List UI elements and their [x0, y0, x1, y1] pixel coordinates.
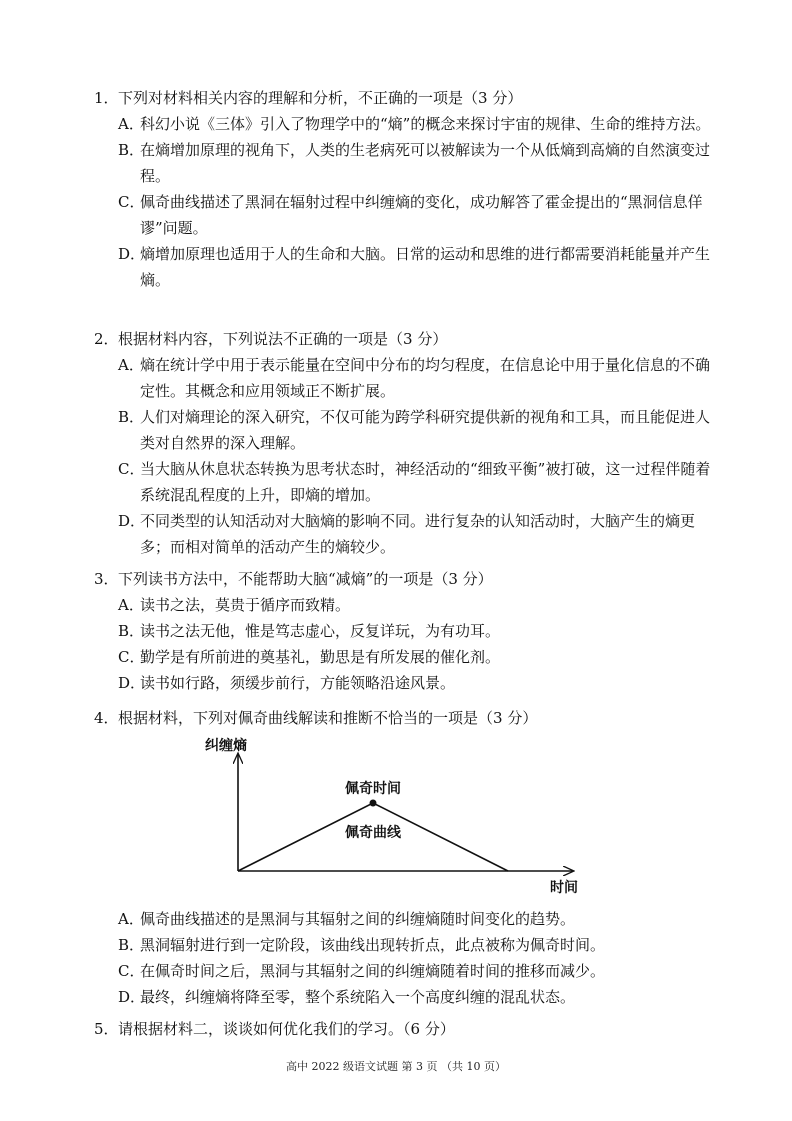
question-stem — [94, 566, 724, 592]
option-label: B． — [118, 408, 145, 426]
question-text: 请根据材料二，谈谈如何优化我们的学习。（6 分） — [118, 1020, 455, 1038]
question-text: 根据材料，下列对佩奇曲线解读和推断不恰当的一项是（3 分） — [118, 709, 538, 727]
option-a — [94, 352, 724, 404]
option-c — [94, 189, 724, 241]
option-text: 佩奇曲线描述的是黑洞与其辐射之间的纠缠熵随时间变化的趋势。 — [140, 910, 576, 928]
option-text: 黑洞辐射进行到一定阶段，该曲线出现转折点，此点被称为佩奇时间。 — [140, 936, 606, 954]
option-label: D． — [118, 245, 146, 263]
question-4-options — [94, 906, 724, 1010]
option-label: A． — [118, 115, 144, 133]
option-c — [94, 958, 724, 984]
option-label: A． — [118, 910, 144, 928]
option-a — [94, 592, 724, 618]
option-label: C． — [118, 962, 145, 980]
question-stem — [94, 326, 724, 352]
question-number: 2． — [94, 330, 119, 348]
question-stem — [94, 85, 724, 111]
option-label: D． — [118, 674, 146, 692]
question-1 — [94, 85, 724, 293]
option-text: 人们对熵理论的深入研究，不仅可能为跨学科研究提供新的视角和工具，而且能促进人类对自然界的深入理解。 — [140, 408, 711, 452]
question-number: 4． — [94, 709, 119, 727]
page-time-point — [370, 800, 377, 807]
option-text: 在佩奇时间之后，黑洞与其辐射之间的纠缠熵随着时间的推移而减少。 — [140, 962, 606, 980]
option-label: C． — [118, 193, 145, 211]
option-d — [94, 241, 724, 293]
option-label: B． — [118, 936, 145, 954]
option-text: 在熵增加原理的视角下，人类的生老病死可以被解读为一个从低熵到高熵的自然演变过程。 — [140, 141, 711, 185]
option-text: 当大脑从休息状态转换为思考状态时，神经活动的“细致平衡”被打破，这一过程伴随着系统混乱程度的上升，即熵的增加。 — [140, 460, 711, 504]
option-text: 佩奇曲线描述了黑洞在辐射过程中纠缠熵的变化，成功解答了霍金提出的“黑洞信息佯谬”问题。 — [140, 193, 703, 237]
question-5 — [94, 1016, 724, 1042]
option-label: C． — [118, 460, 145, 478]
option-d — [94, 670, 724, 696]
y-axis-label: 纠缠熵 — [205, 738, 247, 754]
question-number: 5． — [94, 1020, 119, 1038]
option-label: A． — [118, 356, 144, 374]
question-text: 下列对材料相关内容的理解和分析，不正确的一项是（3 分） — [118, 89, 523, 107]
option-text: 不同类型的认知活动对大脑熵的影响不同。进行复杂的认知活动时，大脑产生的熵更多；而相对简单的活动产生的熵较少。 — [140, 512, 696, 556]
question-3 — [94, 566, 724, 696]
question-stem — [94, 705, 724, 731]
option-c — [94, 644, 724, 670]
option-text: 读书之法无他，惟是笃志虚心，反复详玩，为有功耳。 — [140, 622, 501, 640]
option-label: D． — [118, 988, 146, 1006]
question-number: 3． — [94, 570, 119, 588]
page-curve-chart — [205, 732, 585, 898]
question-4 — [94, 705, 724, 731]
option-c — [94, 456, 724, 508]
option-text: 熵在统计学中用于表示能量在空间中分布的均匀程度，在信息论中用于量化信息的不确定性。其概念和应用领域正不断扩展。 — [140, 356, 711, 400]
option-b — [94, 404, 724, 456]
option-text: 读书之法，莫贵于循序而致精。 — [140, 596, 351, 614]
option-text: 最终，纠缠熵将降至零，整个系统陷入一个高度纠缠的混乱状态。 — [140, 988, 576, 1006]
question-text: 根据材料内容，下列说法不正确的一项是（3 分） — [118, 330, 448, 348]
option-b — [94, 618, 724, 644]
option-a — [94, 906, 724, 932]
option-text: 读书如行路，须缓步前行，方能领略沿途风景。 — [140, 674, 456, 692]
option-label: B． — [118, 622, 145, 640]
question-number: 1． — [94, 89, 119, 107]
option-text: 科幻小说《三体》引入了物理学中的“熵”的概念来探讨宇宙的规律、生命的维持方法。 — [140, 115, 711, 133]
page-footer: 高中 2022 级语文试题 第 3 页 （共 10 页） — [286, 1060, 506, 1073]
question-2 — [94, 326, 724, 560]
option-d — [94, 984, 724, 1010]
option-d — [94, 508, 724, 560]
option-label: D． — [118, 512, 146, 530]
question-stem — [94, 1016, 724, 1042]
option-text: 勤学是有所前进的奠基礼，勤思是有所发展的催化剂。 — [140, 648, 501, 666]
option-label: A． — [118, 596, 144, 614]
option-label: B． — [118, 141, 145, 159]
option-b — [94, 137, 724, 189]
x-axis-label: 时间 — [550, 880, 578, 896]
option-text: 熵增加原理也适用于人的生命和大脑。日常的运动和思维的进行都需要消耗能量并产生熵。 — [140, 245, 711, 289]
option-a — [94, 111, 724, 137]
option-label: C． — [118, 648, 145, 666]
page-time-label: 佩奇时间 — [345, 781, 401, 797]
question-text: 下列读书方法中，不能帮助大脑“减熵”的一项是（3 分） — [118, 570, 493, 588]
page-curve-label: 佩奇曲线 — [345, 825, 401, 841]
option-b — [94, 932, 724, 958]
